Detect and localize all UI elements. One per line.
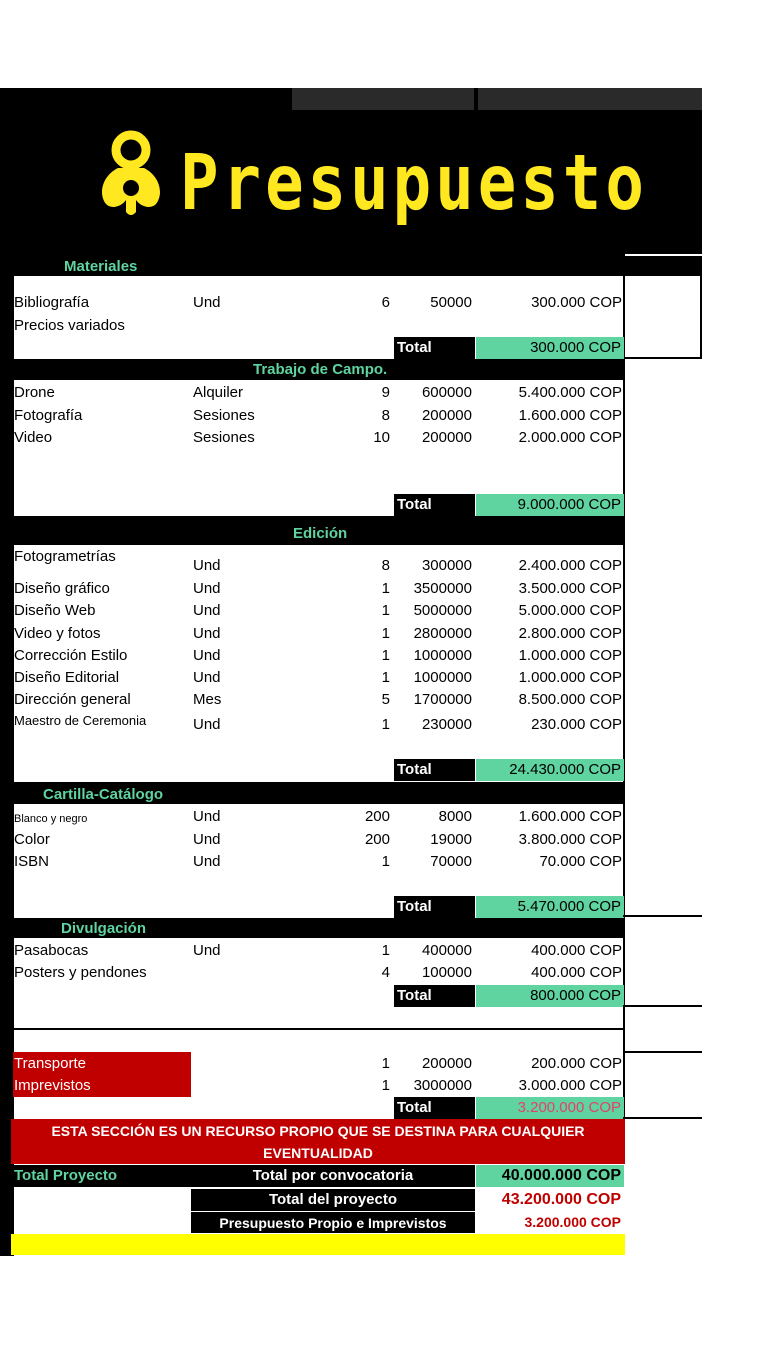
cartilla-item: Blanco y negro xyxy=(14,813,88,825)
blank-row-rule xyxy=(11,1028,625,1030)
propio-qty: 1 xyxy=(381,1077,390,1094)
cartilla-item: ISBN xyxy=(14,853,50,870)
campo-unit: Sesiones xyxy=(193,429,255,446)
materiales-price: 50000 xyxy=(430,294,472,311)
edicion-price: 1000000 xyxy=(413,669,472,686)
edicion-total-label: Total xyxy=(394,759,475,781)
edicion-total: 2.800.000 COP xyxy=(518,625,622,642)
edicion-price: 300000 xyxy=(421,557,472,574)
campo-item: Drone xyxy=(14,384,55,401)
propio-right-rule xyxy=(623,1117,702,1119)
campo-price: 600000 xyxy=(421,384,472,401)
edicion-price: 2800000 xyxy=(413,625,472,642)
cartilla-bottom-rule xyxy=(623,915,702,917)
edicion-total: 1.000.000 COP xyxy=(518,647,622,664)
edicion-item: Dirección general xyxy=(14,691,131,708)
edicion-price: 230000 xyxy=(421,716,472,733)
edicion-item: Diseño Editorial xyxy=(14,669,120,686)
propio-price: 200000 xyxy=(421,1055,472,1072)
divulgacion-total: 400.000 COP xyxy=(531,964,622,981)
divulgacion-item: Pasabocas xyxy=(14,942,89,959)
edicion-unit: Und xyxy=(193,557,221,574)
edicion-item: Video y fotos xyxy=(14,625,101,642)
divulgacion-total-value: 800.000 COP xyxy=(476,985,624,1007)
campo-item: Fotografía xyxy=(14,407,83,424)
campo-price: 200000 xyxy=(421,407,472,424)
propio-summary-value: 3.200.000 COP xyxy=(524,1214,621,1230)
materiales-total: 300.000 COP xyxy=(531,294,622,311)
cartilla-item: Color xyxy=(14,831,50,848)
edicion-qty: 1 xyxy=(381,602,390,619)
header-tab-gray-2 xyxy=(478,88,702,110)
divulgacion-price: 400000 xyxy=(421,942,472,959)
cartilla-qty: 200 xyxy=(364,808,390,825)
edicion-total: 230.000 COP xyxy=(531,716,622,733)
edicion-item: Fotogrametrías xyxy=(14,548,116,565)
cartilla-qty: 1 xyxy=(381,853,390,870)
divulgacion-qty: 4 xyxy=(381,964,390,981)
yellow-footer-bar xyxy=(11,1234,625,1255)
edicion-item: Diseño Web xyxy=(14,602,96,619)
propio-item: Transporte xyxy=(14,1055,86,1072)
page-title: Presupuesto xyxy=(180,139,648,229)
logo-icon xyxy=(96,128,166,220)
edicion-total: 3.500.000 COP xyxy=(518,580,622,597)
cartilla-header: Cartilla-Catálogo xyxy=(43,786,164,803)
table-left-border xyxy=(11,254,13,1254)
edicion-qty: 1 xyxy=(381,669,390,686)
edicion-unit: Und xyxy=(193,716,221,733)
edicion-item: Corrección Estilo xyxy=(14,647,128,664)
edicion-qty: 8 xyxy=(381,557,390,574)
edicion-price: 3500000 xyxy=(413,580,472,597)
edicion-total: 1.000.000 COP xyxy=(518,669,622,686)
campo-total-value: 9.000.000 COP xyxy=(476,494,624,516)
convocatoria-label: Total por convocatoria xyxy=(252,1167,414,1184)
divulgacion-bottom-rule xyxy=(623,1005,702,1007)
materiales-total-label: Total xyxy=(394,337,475,359)
edicion-unit: Und xyxy=(193,669,221,686)
divulgacion-qty: 1 xyxy=(381,942,390,959)
campo-qty: 10 xyxy=(373,429,390,446)
propio-total-label: Total xyxy=(394,1097,475,1119)
propio-price: 3000000 xyxy=(413,1077,472,1094)
propio-note-line1: ESTA SECCIÓN ES UN RECURSO PROPIO QUE SE DESTINA PARA CUALQUIER xyxy=(51,1123,585,1139)
propio-qty: 1 xyxy=(381,1055,390,1072)
campo-total-label: Total xyxy=(394,494,475,516)
divulgacion-item: Posters y pendones xyxy=(14,964,147,981)
cartilla-total: 3.800.000 COP xyxy=(518,831,622,848)
propio-item: Imprevistos xyxy=(14,1077,91,1094)
divulgacion-total-label: Total xyxy=(394,985,475,1007)
cartilla-unit: Und xyxy=(193,808,221,825)
campo-qty: 8 xyxy=(381,407,390,424)
edicion-item: Diseño gráfico xyxy=(14,580,110,597)
materiales-qty: 6 xyxy=(381,294,390,311)
edicion-price: 1000000 xyxy=(413,647,472,664)
materiales-item: Bibliografía xyxy=(14,294,90,311)
edicion-qty: 1 xyxy=(381,625,390,642)
edicion-header: Edición xyxy=(293,525,348,542)
materiales-header: Materiales xyxy=(64,258,138,275)
cartilla-total-label: Total xyxy=(394,896,475,918)
cartilla-price: 70000 xyxy=(430,853,472,870)
cartilla-unit: Und xyxy=(193,831,221,848)
edicion-item: Maestro de Ceremonia xyxy=(14,713,147,728)
campo-total: 2.000.000 COP xyxy=(518,429,622,446)
campo-qty: 9 xyxy=(381,384,390,401)
cartilla-price: 8000 xyxy=(438,808,472,825)
divulgacion-header: Divulgación xyxy=(61,920,147,937)
edicion-qty: 5 xyxy=(381,691,390,708)
edicion-unit: Und xyxy=(193,580,221,597)
divulgacion-total: 400.000 COP xyxy=(531,942,622,959)
edicion-price: 5000000 xyxy=(413,602,472,619)
edicion-unit: Und xyxy=(193,647,221,664)
edicion-total: 5.000.000 COP xyxy=(518,602,622,619)
campo-item: Video xyxy=(14,429,53,446)
divulgacion-unit: Und xyxy=(193,942,221,959)
cartilla-price: 19000 xyxy=(430,831,472,848)
divulgacion-price: 100000 xyxy=(421,964,472,981)
edicion-unit: Und xyxy=(193,625,221,642)
del-proyecto-label: Total del proyecto xyxy=(268,1191,398,1208)
edicion-qty: 1 xyxy=(381,716,390,733)
materiales-right-border xyxy=(700,276,702,358)
edicion-price: 1700000 xyxy=(413,691,472,708)
propio-total: 200.000 COP xyxy=(531,1055,622,1072)
edicion-total: 8.500.000 COP xyxy=(518,691,622,708)
edicion-total-value: 24.430.000 COP xyxy=(476,759,624,781)
materiales-bottom-rule xyxy=(623,357,702,359)
edicion-total: 2.400.000 COP xyxy=(518,557,622,574)
propio-total: 3.000.000 COP xyxy=(518,1077,622,1094)
propio-note-line2: EVENTUALIDAD xyxy=(263,1145,373,1161)
campo-total: 1.600.000 COP xyxy=(518,407,622,424)
del-proyecto-value: 43.200.000 COP xyxy=(501,1191,621,1208)
edicion-qty: 1 xyxy=(381,580,390,597)
materiales-total-value: 300.000 COP xyxy=(476,337,624,359)
campo-total: 5.400.000 COP xyxy=(518,384,622,401)
cartilla-unit: Und xyxy=(193,853,221,870)
campo-price: 200000 xyxy=(421,429,472,446)
cartilla-total: 70.000 COP xyxy=(539,853,622,870)
edicion-unit: Und xyxy=(193,602,221,619)
materiales-note: Precios variados xyxy=(14,317,125,334)
blank-row-rule-right xyxy=(623,1051,702,1053)
propio-total-value: 3.200.000 COP xyxy=(476,1097,624,1119)
campo-unit: Alquiler xyxy=(193,384,244,401)
edicion-unit: Mes xyxy=(193,691,222,708)
cartilla-qty: 200 xyxy=(364,831,390,848)
cartilla-total: 1.600.000 COP xyxy=(518,808,622,825)
convocatoria-value: 40.000.000 COP xyxy=(501,1167,621,1184)
header-tab-gray-1 xyxy=(292,88,474,110)
campo-header: Trabajo de Campo. xyxy=(253,361,388,378)
campo-unit: Sesiones xyxy=(193,407,255,424)
total-proyecto-label: Total Proyecto xyxy=(14,1167,118,1184)
cartilla-total-value: 5.470.000 COP xyxy=(476,896,624,918)
materiales-unit: Und xyxy=(193,294,221,311)
edicion-qty: 1 xyxy=(381,647,390,664)
propio-summary-label: Presupuesto Propio e Imprevistos xyxy=(219,1215,447,1231)
